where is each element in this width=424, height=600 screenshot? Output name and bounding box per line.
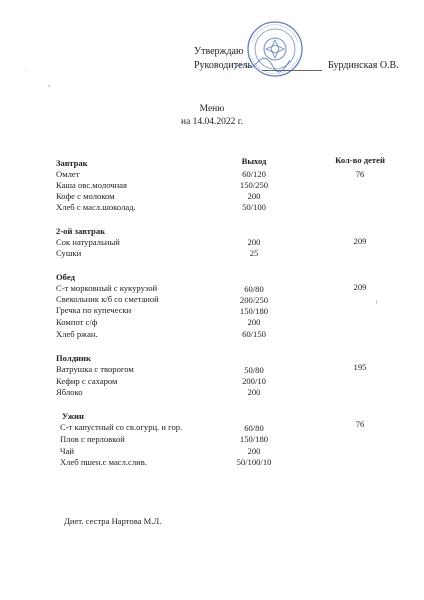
list-item: Гречка по купечески <box>56 305 132 315</box>
list-item: С-т капустный со св.огурц. и гор. <box>60 422 183 432</box>
list-item: Хлеб ржан. <box>56 329 98 339</box>
list-item-output: 60/80 <box>244 423 264 433</box>
list-item: Сушки <box>56 248 82 258</box>
list-item-output: 60/120 <box>242 169 266 179</box>
list-item-output: 200/250 <box>239 295 269 305</box>
page-title: Меню <box>199 104 225 114</box>
list-item: Яблоко <box>56 387 83 397</box>
signature-scribble <box>232 54 292 76</box>
list-item-output: 150/180 <box>239 434 269 444</box>
signer-name: Бурдинская О.В. <box>328 60 399 71</box>
section-snack-kids: 195 <box>353 362 367 372</box>
section-second-breakfast-kids: 209 <box>353 236 367 246</box>
scan-speck <box>376 300 377 304</box>
section-breakfast-kids: 76 <box>355 169 365 179</box>
section-lunch-kids: 209 <box>353 282 367 292</box>
column-kids-header: Кол-во детей <box>335 155 385 165</box>
approve-label: Утверждаю <box>194 46 244 57</box>
scan-speck <box>48 85 50 87</box>
section-second-breakfast-title: 2-ой завтрак <box>56 226 106 236</box>
list-item: Омлет <box>56 169 80 179</box>
list-item-output: 150/250 <box>239 180 269 190</box>
list-item-output: 60/80 <box>244 284 264 294</box>
list-item: Хлеб с масл.шоколад. <box>56 202 136 212</box>
list-item: Сок натуральный <box>56 237 120 247</box>
list-item-output: 50/100/10 <box>236 457 272 467</box>
list-item: Плов с перловкой <box>60 434 125 444</box>
column-output-header: Выход <box>241 156 267 166</box>
list-item-output: 150/180 <box>239 306 269 316</box>
list-item: Кофе с молоком <box>56 191 115 201</box>
section-breakfast-title: Завтрак <box>56 158 88 168</box>
menu-date: на 14.04.2022 г. <box>180 117 243 127</box>
list-item-output: 200 <box>247 237 261 247</box>
list-item-output: 200 <box>247 191 261 201</box>
list-item-output: 60/150 <box>242 329 266 339</box>
list-item: Каша овс.молочная <box>56 180 127 190</box>
list-item: С-т морковный с кукурузой <box>56 283 158 293</box>
list-item: Чай <box>60 446 74 456</box>
list-item-output: 200/10 <box>242 376 266 386</box>
head-label: Руководитель <box>194 60 253 71</box>
list-item: Свекольник к/б со сметаной <box>56 294 159 304</box>
list-item-output: 25 <box>249 248 259 258</box>
list-item-output: 50/80 <box>244 365 264 375</box>
list-item-output: 200 <box>247 446 261 456</box>
section-dinner-kids: 76 <box>355 419 365 429</box>
list-item: Компот с/ф <box>56 317 98 327</box>
list-item-output: 200 <box>247 317 261 327</box>
section-snack-title: Полдник <box>56 353 91 363</box>
section-lunch-title: Обед <box>56 272 75 282</box>
list-item: Кефир с сахаром <box>56 376 118 386</box>
section-dinner-title: Ужин <box>62 411 84 421</box>
list-item: Ватрушка с творогом <box>56 364 134 374</box>
list-item: Хлеб пшен.с масл.слив. <box>60 457 147 467</box>
list-item-output: 200 <box>247 387 261 397</box>
list-item-output: 50/100 <box>242 202 266 212</box>
scan-speck <box>26 70 27 71</box>
dietitian-signature: Диет. сестра Нартова М.Л. <box>64 516 162 526</box>
